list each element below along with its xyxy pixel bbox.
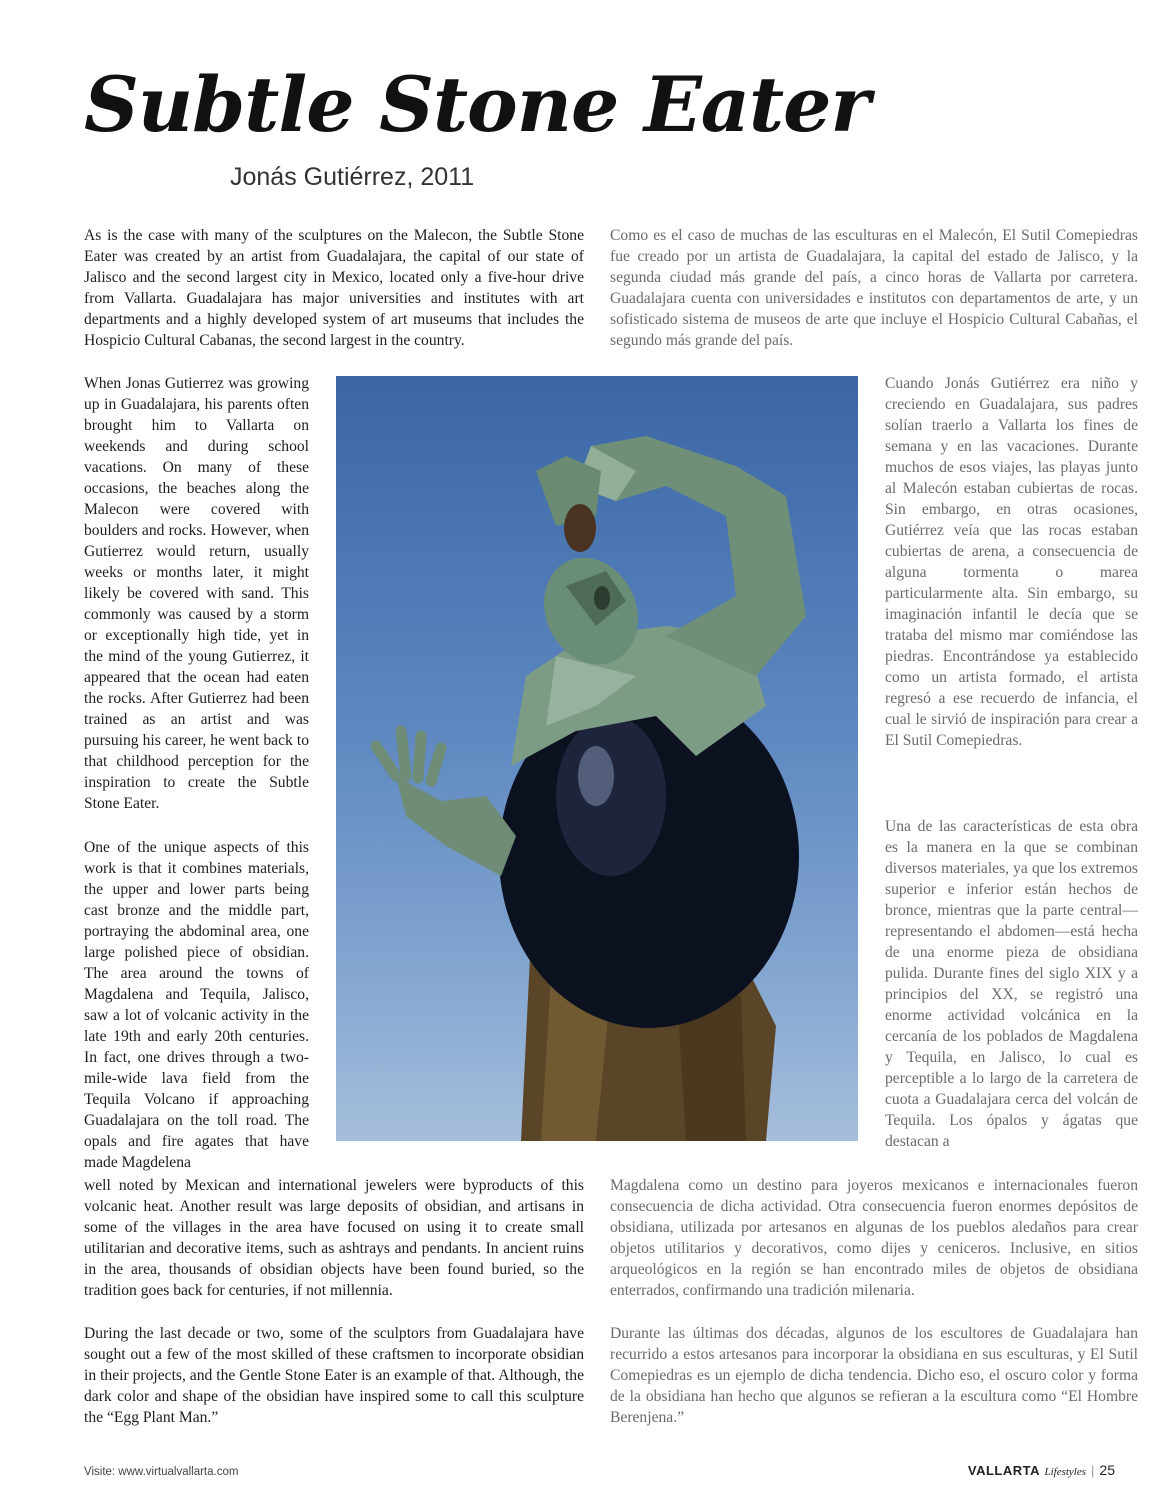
magazine-subname: Lifestyles	[1044, 1466, 1087, 1478]
english-paragraph-4: During the last decade or two, some of the sculptors from Guadalajara have sought out a few of the most skilled of these craftsmen to incorporate obsidian in their projects, and the Gentle Stone Eater is an example of that. Although, the dark color and shape of the obsidian have inspired some to call this sculpture the “Egg Plant Man.”	[84, 1325, 584, 1426]
english-paragraph-3a: One of the unique aspects of this work is that it combines materials, the upper and lower parts being cast bronze and the middle part, portraying the abdominal area, one large polished piece of obsidian. The area around the towns of Magdalena and Tequila, Jalisco, saw a lot of volcanic activity in the late 19th and early 20th centuries. In fact, one drives through a two-mile-wide lava field from the Tequila Volcano if approaching Guadalajara on the toll road. The opals and fire agates that have made Magdelena	[84, 839, 309, 1171]
footer-divider: |	[1091, 1463, 1095, 1478]
magazine-name: VALLARTA	[967, 1463, 1041, 1478]
english-paragraph-1: As is the case with many of the sculptures on the Malecon, the Subtle Stone Eater was created by an artist from Guadalajara, the capital of our state of Jalisco and the second largest city in Mexico, located only a five-hour drive from Vallarta. Guadalajara has major universities and institutes with art departments and a highly developed system of art museums that includes the Hospicio Cultural Cabanas, the second largest in the country.	[84, 227, 584, 349]
subtle-stone-eater-sculpture	[336, 376, 858, 1141]
footer-website: Visite: www.virtualvallarta.com	[84, 1466, 239, 1478]
spanish-paragraph-3a: Una de las características de esta obra es la manera en la que se combinan diversos materiales, ya que los extremos superior e inferior están hechos de bronce, mientras que la parte central—representando el abdomen—está hecha de una enorme pieza de obsidiana pulida. Durante fines del siglo XIX y a principios del XX, se registró una enorme actividad volcánica en la cercanía de los poblados de Magdalena y Tequila, en Jalisco, lo cual es perceptible a lo largo de la carretera de cuota a Guadalajara cerca del volcán de Tequila. Los ópalos y ágatas que destacan a	[885, 818, 1138, 1150]
spanish-paragraph-4: Durante las últimas dos décadas, algunos de los escultores de Guadalajara han recurrido a estos artesanos para incorporar la obsidiana en sus esculturas, y El Sutil Comepiedras es un ejemplo de dicha tendencia. Dicho eso, el oscuro color y forma de la obsidiana han hecho que algunos se refieran a la escultura como “El Hombre Berenjena.”	[610, 1325, 1138, 1426]
footer-brand	[968, 1462, 1115, 1480]
english-paragraph-2: When Jonas Gutierrez was growing up in Guadalajara, his parents often brought him to Vallarta on weekends and during school vacations. On many of these occasions, the beaches along the Malecon were covered with boulders and rocks. However, when Gutierrez would return, usually weeks or months later, it might likely be covered with sand. This commonly was caused by a storm or exceptionally high tide, yet in the mind of the young Gutierrez, it appeared that the ocean had eaten the rocks. After Gutierrez had been trained as an artist and was pursuing his career, he went back to that childhood perception for the inspiration to create the Subtle Stone Eater.	[84, 375, 309, 812]
article-title: Subtle Stone Eater	[84, 60, 870, 149]
spanish-paragraph-1: Como es el caso de muchas de las esculturas en el Malecón, El Sutil Comepiedras fue creado por un artista de Guadalajara, la capital del estado de Jalisco, y la segunda ciudad más grande del país, a cinco horas de Vallarta por carretera. Guadalajara cuenta con universidades e institutos con departamentos de arte, y un sofisticado sistema de museos de arte que incluye el Hospicio Cultural Cabañas, el segundo más grande del país.	[610, 227, 1138, 349]
spanish-paragraph-2: Cuando Jonás Gutiérrez era niño y creciendo en Guadalajara, sus padres solían traerlo a Vallarta los fines de semana y en las vacaciones. Durante muchos de esos viajes, las playas junto al Malecón estaban cubiertas de rocas. Sin embargo, en otras ocasiones, Gutiérrez veía que las rocas estaban cubiertas de arena, a consecuencia de alguna tormenta o marea particularmente alta. Sin embargo, su imaginación infantil le decía que se trataba del mismo mar comiéndose las piedras. Encontrándose ya establecido como un artista formado, el artista regresó a ese recuerdo de infancia, el cual le sirvió de inspiración para crear a El Sutil Comepiedras.	[885, 375, 1138, 749]
page-number: 25	[1099, 1462, 1115, 1478]
spanish-paragraph-3b: Magdalena como un destino para joyeros mexicanos e internacionales fueron consecuencia de dicha actividad. Otra consecuencia fueron enormes depósitos de obsidiana, utilizada por artesanos en algunas de los pueblos aledaños para crear objetos utilitarios y decorativos, como dijes y ceniceros. Inclusive, en sitios arqueológicos en la región se han encontrado miles de objetos de obsidiana enterrados, confirmando una tradición milenaria.	[610, 1177, 1138, 1299]
article-subtitle: Jonás Gutiérrez, 2011	[230, 163, 475, 191]
sculpture-photo	[336, 376, 858, 1141]
english-paragraph-3b: well noted by Mexican and international jewelers were byproducts of this volcanic heat. Another result was large deposits of obsidian, and artisans in some of the villages in the area have focused on using it to create small utilitarian and decorative items, such as ashtrays and pendants. In ancient ruins in the area, thousands of obsidian objects have been found buried, so the tradition goes back for centuries, if not millennia.	[84, 1177, 584, 1299]
